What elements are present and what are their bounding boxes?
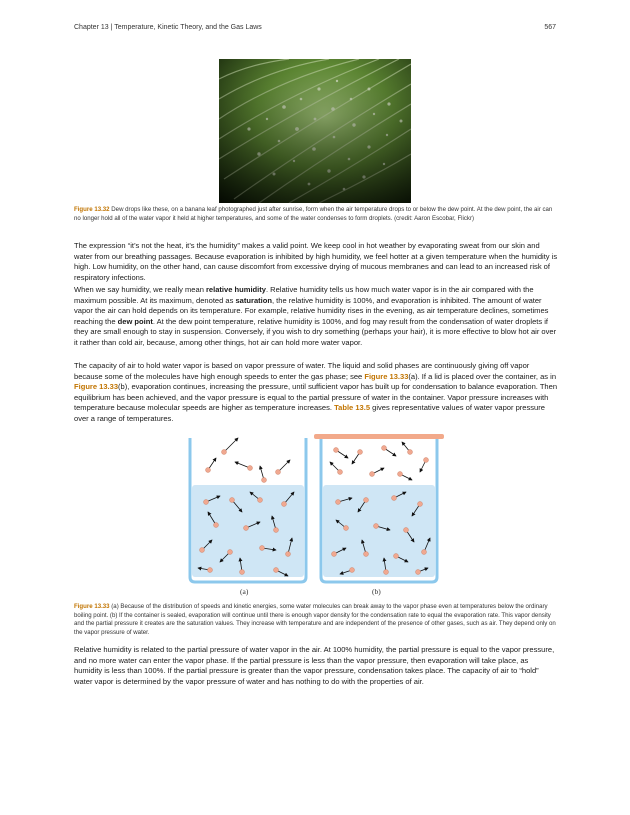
paragraph-vapor-pressure: The capacity of air to hold water vapor is based on vapor pressure of water. The liquid and solid phases are continuously giving off vapor because some of the molecules have high enough speeds to enter the gas phase; see Figure 13.33(a). If a lid is placed over the container, as in Figure 13.33(b), evaporation continues, increasing the pressure, until sufficient vapor has built up for condensation to balance evaporation. Then equilibrium has been achieved, and the vapor pressure is equal to the partial pressure of water in the container. Vapor pressure increases with temperature because molecular speeds are higher as temperature increases. Table 13.5 gives representative values of water vapor pressure over a range of temperatures. <box>74 361 558 423</box>
paragraph-relative-humidity: When we say humidity, we really mean relative humidity. Relative humidity tells us how much water vapor is in the air compared with the maximum possible. At its maximum, denoted as saturation, the relative humidity is 100%, and evaporation is inhibited. The amount of water vapor the air can hold depends on its temperature. For example, relative humidity rises in the evening, as air temperature declines, sometimes reaching the dew point. At the dew point temperature, relative humidity is 100%, and fog may result from the condensation of water droplets if they are small enough to stay in suspension. Conversely, if you wish to dry something (perhaps your hair), it is more effective to blow hot air over it rather than cold air, because, among other things, hot air can hold more water vapor. <box>74 285 557 347</box>
figure-label: Figure 13.33 <box>74 603 110 610</box>
term-dew-point: dew point <box>117 316 153 326</box>
paragraph-partial-pressure: Relative humidity is related to the partial pressure of water vapor in the air. At 100% humidity, the partial pressure is equal to the vapor pressure, and no more water can enter the vapor phase. If the partial pressure is less than the vapor pressure, then evaporation will take place, as humidity is less than 100%. If the partial pressure is greater than the vapor pressure, condensation takes place. The capacity of air to “hold” water vapor is determined by the vapor pressure of water and has nothing to do with the properties of air. <box>74 645 555 686</box>
term-relative-humidity: relative humidity <box>205 285 266 294</box>
water-a <box>192 485 304 577</box>
paragraph-heat-humidity: The expression “it’s not the heat, it’s the humidity” makes a valid point. We keep cool in hot weather by evaporating sweat from our skin and water from our breathing passages. Because evaporation is inhibited by high humidity, we feel hotter at a given temperature when the humidity is high. Low humidity, on the other hand, can cause discomfort from excessive drying of mucous membranes and can lead to an increased risk of respiratory infections. <box>74 241 558 282</box>
sublabel-a: (a) <box>240 587 249 596</box>
caption-text: (a) Because of the distribution of speeds and kinetic energies, some water molecules can break away to the vapor phase even at temperatures below the ordinary boiling point. (b) If the container is sealed, evaporation will continue until there is enough vapor density for the condensation rate to equal the evaporation rate. This vapor density and the partial pressure it creates are the saturation values. They increase with temperature and are independent of the presence of other gases, such as air. They depend only on the vapor pressure of water. <box>74 603 556 636</box>
dew-drops-photo <box>219 59 411 203</box>
figure-13-33-link[interactable]: Figure 13.33 <box>364 371 409 381</box>
page-number: 567 <box>544 24 556 31</box>
figure-13-33-link[interactable]: Figure 13.33 <box>74 382 119 391</box>
evaporation-diagram <box>180 430 450 600</box>
figure-13-32-caption <box>74 206 556 223</box>
banana-leaf-image <box>219 59 411 203</box>
beaker-a <box>190 438 306 582</box>
table-13-5-link[interactable]: Table 13.5 <box>334 403 371 412</box>
water-b <box>323 485 435 577</box>
beaker-b <box>314 434 444 582</box>
caption-text: Dew drops like these, on a banana leaf photographed just after sunrise, form when the air temperature drops to or below the dew point. At the dew point, the air can no longer hold all of the water vapor it held at higher temperatures, and some of the water condenses to form droplets. (credit: Aaron Escobar, Flickr) <box>74 206 553 222</box>
chapter-title: Chapter 13 | Temperature, Kinetic Theory, and the Gas Laws <box>74 24 262 31</box>
figure-label: Figure 13.32 <box>74 206 110 213</box>
figure-13-33-caption <box>74 603 556 637</box>
page-header <box>74 24 556 36</box>
sublabel-b: (b) <box>372 587 381 596</box>
lid <box>314 434 444 439</box>
beakers-svg <box>180 430 450 600</box>
term-saturation: saturation <box>235 295 272 305</box>
